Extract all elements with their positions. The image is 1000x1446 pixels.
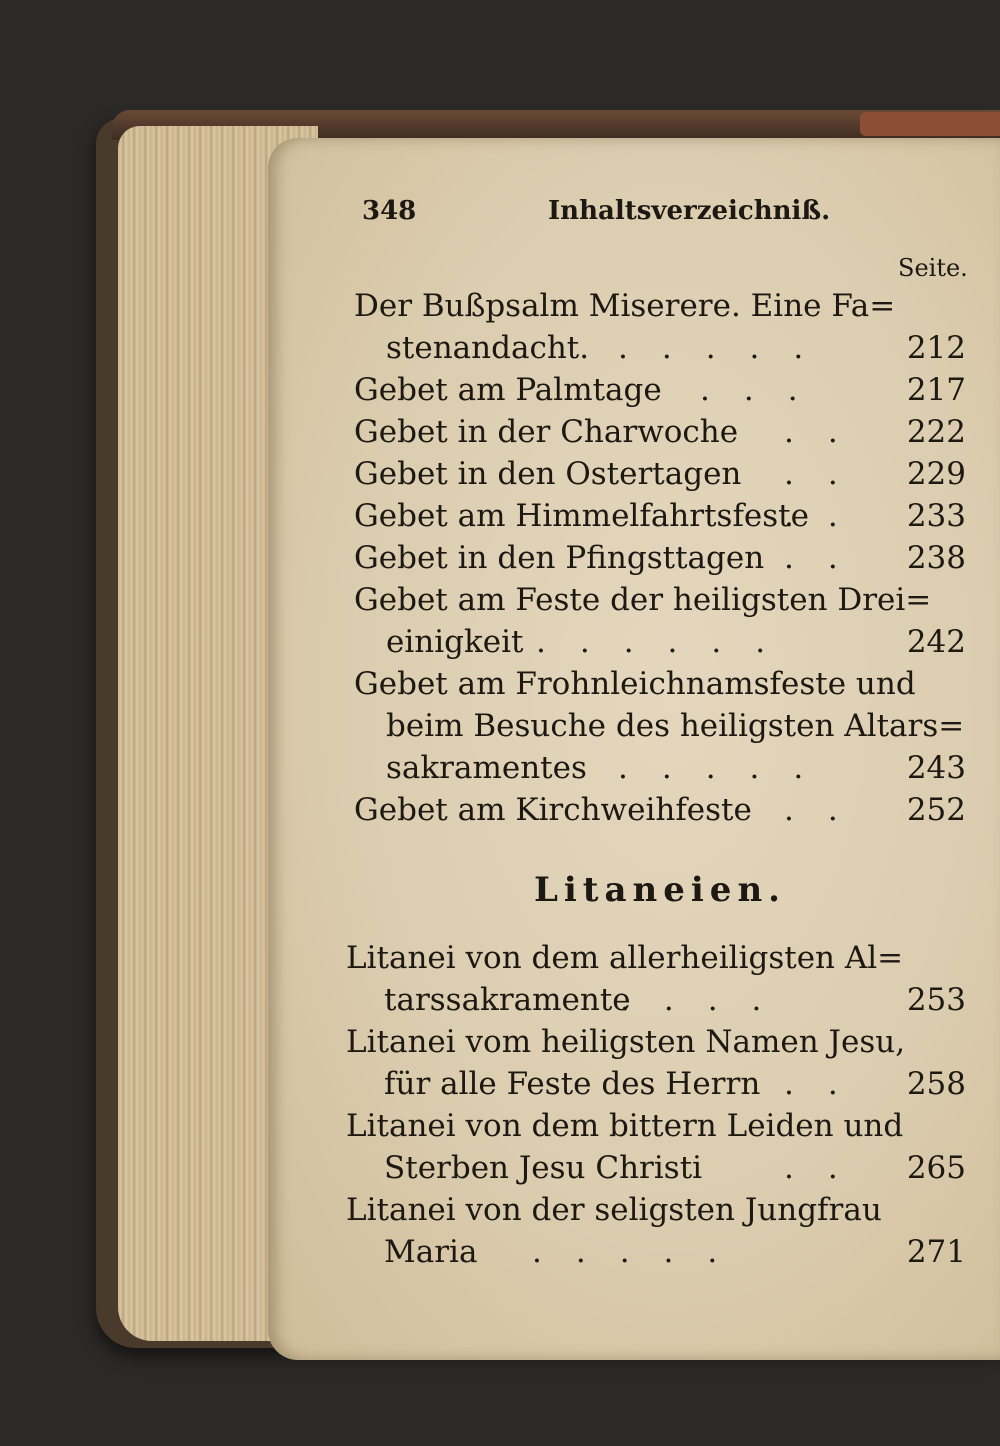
toc-entry-text: Gebet am Himmelfahrtsfeste	[354, 498, 809, 534]
toc-page-number: 233	[906, 498, 966, 534]
page-number: 348	[362, 196, 417, 226]
toc-leader-dots: ......	[536, 624, 800, 660]
section-heading: Litaneien.	[533, 870, 786, 910]
toc-page-number: 258	[906, 1066, 966, 1102]
toc-entry-text: Gebet am Frohnleichnamsfeste und	[354, 666, 916, 702]
toc-page-number: 217	[906, 372, 966, 408]
page-title: Inhaltsverzeichniß.	[548, 196, 831, 226]
toc-entry-text: Litanei von dem bittern Leiden und	[346, 1108, 904, 1144]
toc-entry-text: einigkeit	[386, 624, 524, 660]
toc-leader-dots: .....	[618, 330, 838, 366]
toc-line	[0, 330, 1000, 370]
toc-entry-text: Maria	[384, 1234, 478, 1270]
toc-page-number: 253	[906, 982, 966, 1018]
toc-line	[0, 982, 1000, 1022]
toc-page-number: 271	[906, 1234, 966, 1270]
toc-leader-dots: ..	[784, 414, 872, 450]
toc-entry-text: beim Besuche des heiligsten Altars=	[386, 708, 965, 744]
toc-line	[0, 288, 1000, 328]
toc-entry-text: Gebet am Kirchweihfeste	[354, 792, 752, 828]
toc-page-number: 265	[906, 1150, 966, 1186]
toc-line	[0, 582, 1000, 622]
toc-entry-text: tarssakramente	[384, 982, 631, 1018]
toc-leader-dots: ..	[784, 540, 872, 576]
toc-page-number: 229	[906, 456, 966, 492]
toc-line	[0, 940, 1000, 980]
toc-line	[0, 750, 1000, 790]
toc-entry-text: Gebet in den Pfingsttagen	[354, 540, 765, 576]
toc-page-number: 222	[906, 414, 966, 450]
toc-line	[0, 1066, 1000, 1106]
toc-entry-text: stenandacht.	[386, 330, 590, 366]
toc-line	[0, 708, 1000, 748]
toc-entry-text: sakramentes	[386, 750, 587, 786]
toc-line	[0, 414, 1000, 454]
toc-entry-text: Gebet am Feste der heiligsten Drei=	[354, 582, 932, 618]
toc-entry-text: Der Bußpsalm Miserere. Eine Fa=	[354, 288, 896, 324]
column-label: Seite.	[898, 254, 968, 282]
toc-leader-dots: .....	[532, 1234, 752, 1270]
toc-leader-dots: ..	[784, 498, 872, 534]
toc-page-number: 212	[906, 330, 966, 366]
toc-line	[0, 1108, 1000, 1148]
toc-page-number: 242	[906, 624, 966, 660]
toc-line	[0, 372, 1000, 412]
toc-leader-dots: ....	[620, 982, 796, 1018]
toc-line	[0, 666, 1000, 706]
toc-entry-text: Gebet in der Charwoche	[354, 414, 739, 450]
toc-entry-text: für alle Feste des Herrn	[384, 1066, 761, 1102]
toc-leader-dots: ..	[784, 792, 872, 828]
toc-page-number: 243	[906, 750, 966, 786]
toc-line	[0, 456, 1000, 496]
toc-entry-text: Gebet in den Ostertagen	[354, 456, 742, 492]
toc-line	[0, 540, 1000, 580]
toc-line	[0, 498, 1000, 538]
toc-line	[0, 1024, 1000, 1064]
toc-line	[0, 624, 1000, 664]
toc-entry-text: Gebet am Palmtage	[354, 372, 662, 408]
toc-page-number: 238	[906, 540, 966, 576]
toc-leader-dots: ..	[784, 1066, 872, 1102]
toc-entry-text: Sterben Jesu Christi	[384, 1150, 703, 1186]
toc-leader-dots: ..	[784, 456, 872, 492]
toc-leader-dots: .....	[618, 750, 838, 786]
toc-entry-text: Litanei von der seligsten Jungfrau	[346, 1192, 882, 1228]
toc-line	[0, 1192, 1000, 1232]
toc-leader-dots: ..	[784, 1150, 872, 1186]
toc-entry-text: Litanei von dem allerheiligsten Al=	[346, 940, 904, 976]
toc-line	[0, 1234, 1000, 1274]
book-cover-edge	[860, 112, 1000, 136]
toc-line	[0, 1150, 1000, 1190]
toc-entry-text: Litanei vom heiligsten Namen Jesu,	[346, 1024, 906, 1060]
toc-leader-dots: ...	[700, 372, 832, 408]
toc-line	[0, 792, 1000, 832]
toc-page-number: 252	[906, 792, 966, 828]
